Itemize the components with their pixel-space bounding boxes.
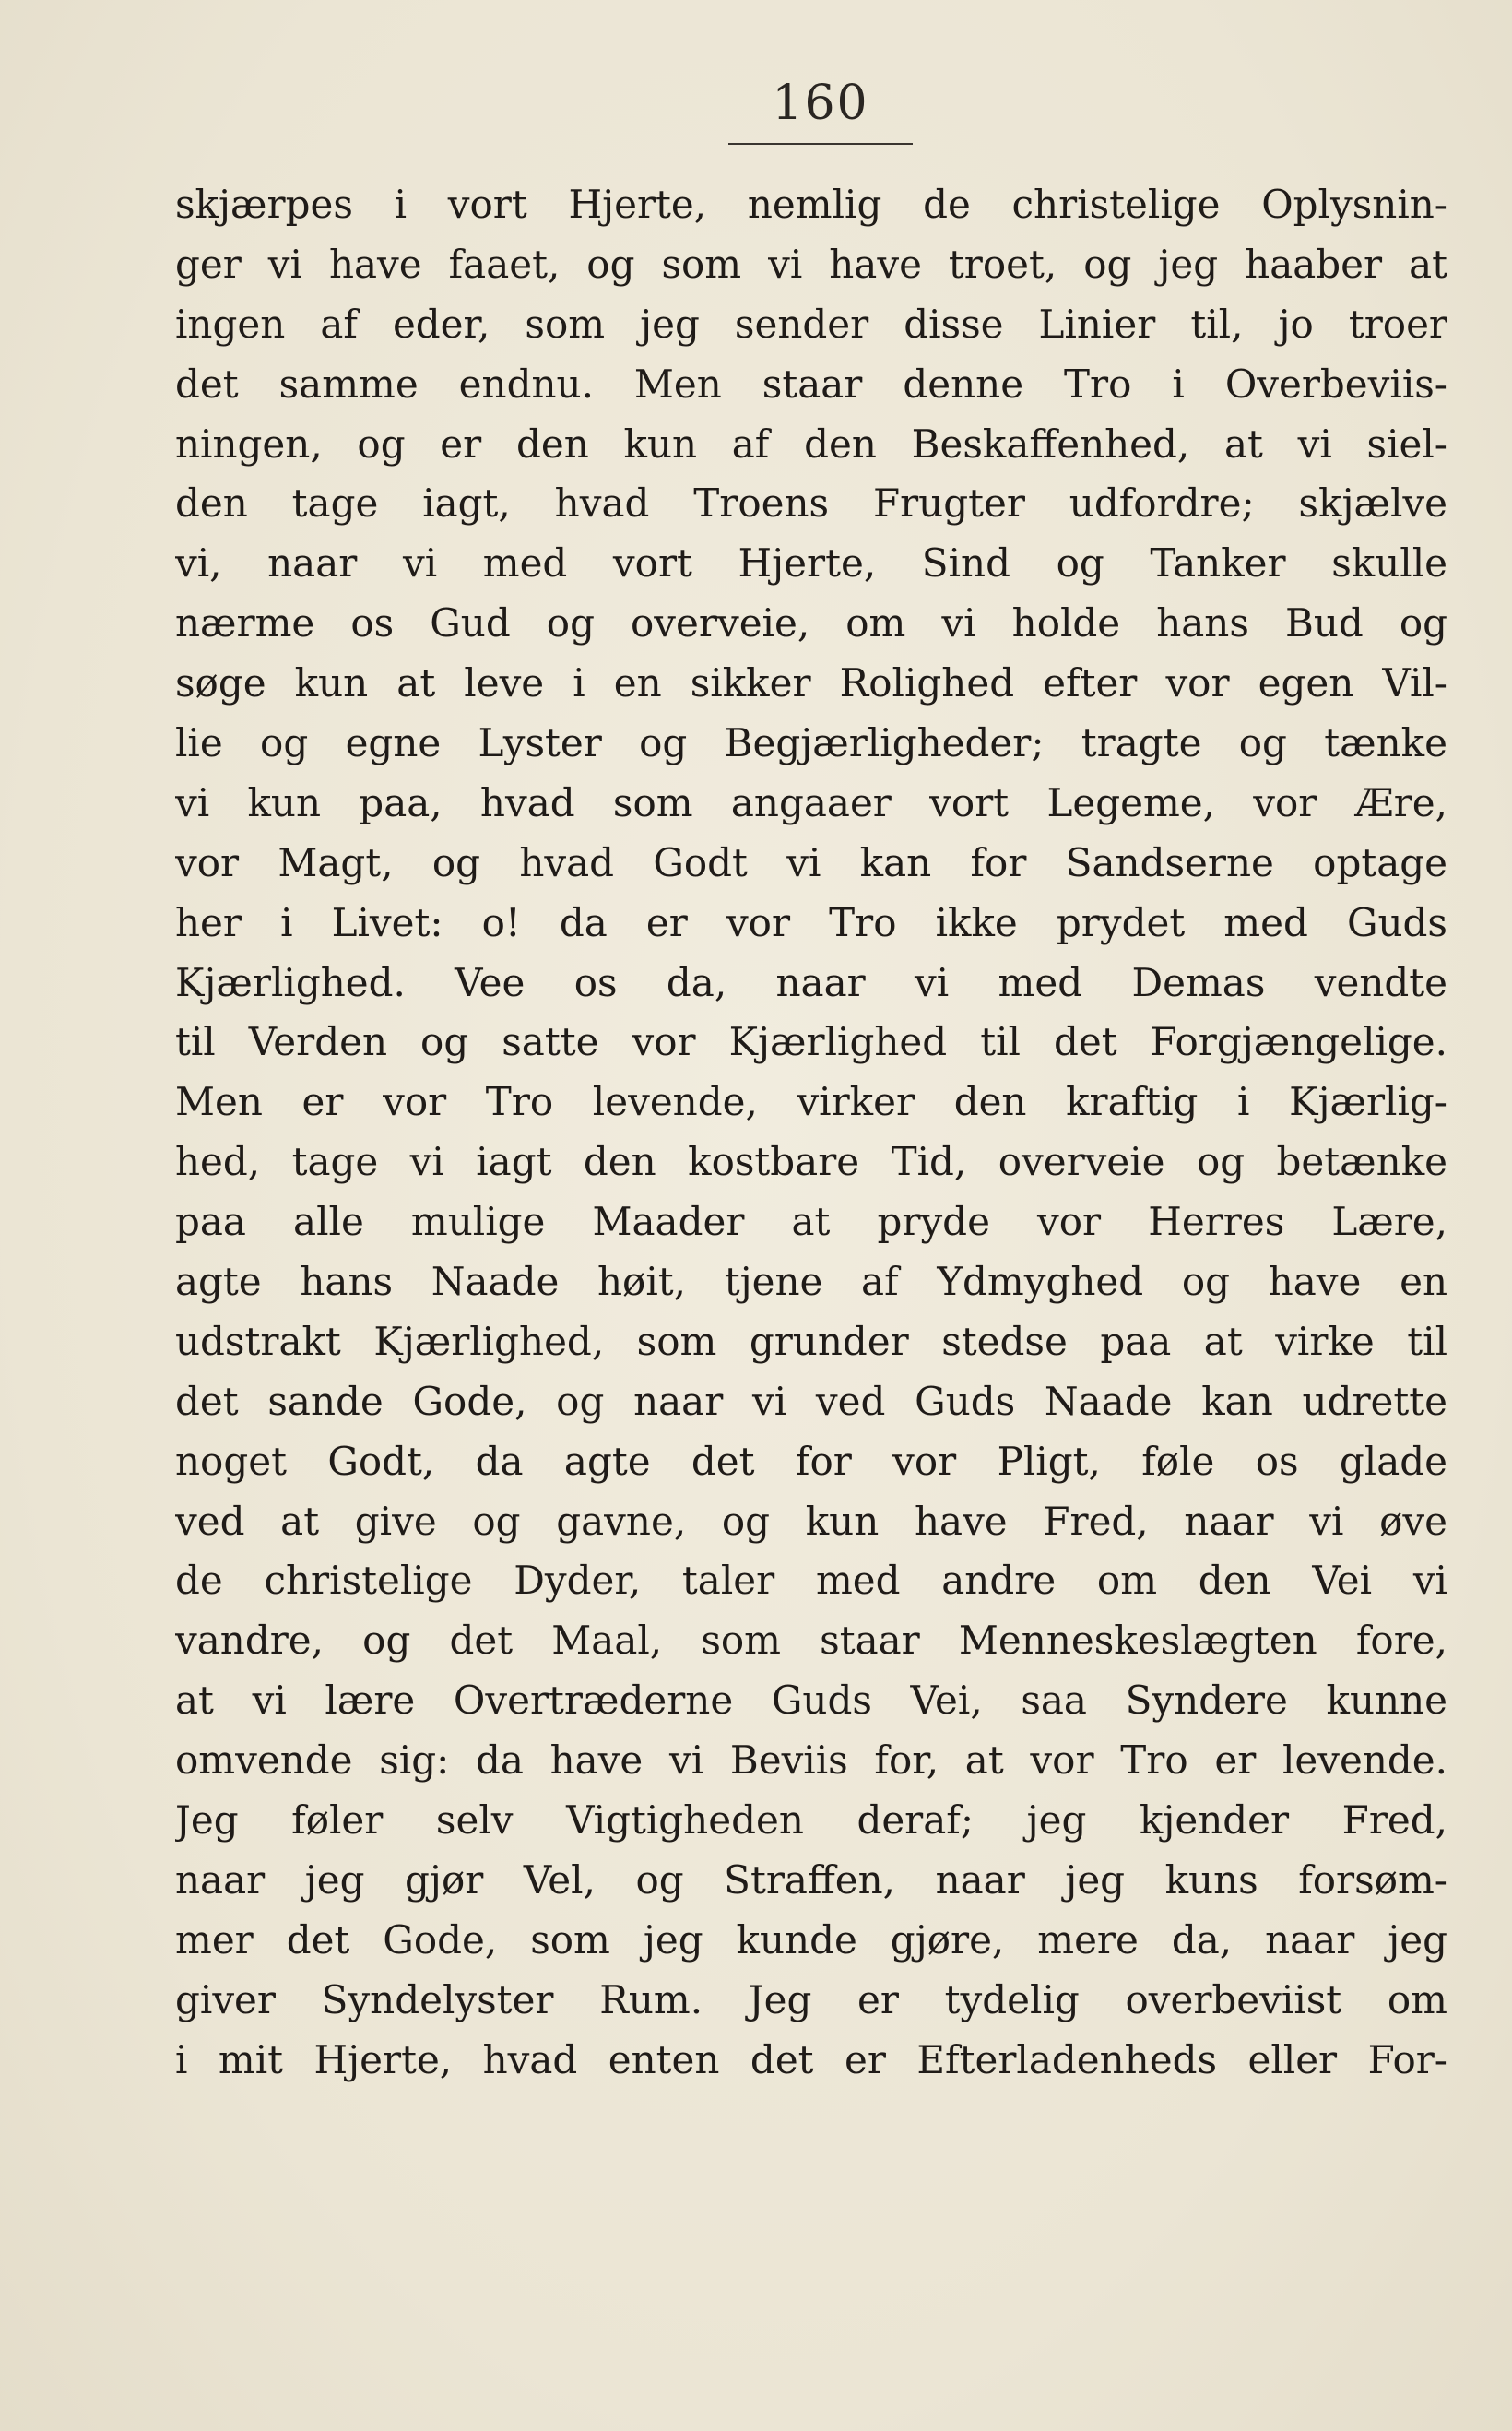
text-line: at vi lære Overtræderne Guds Vei, saa Syndere kunne: [175, 1678, 1447, 1724]
text-line: nærme os Gud og overveie, om vi holde hans Bud og: [175, 600, 1447, 646]
text-line: omvende sig: da have vi Beviis for, at vor Tro er levende.: [175, 1737, 1447, 1784]
text-line: i mit Hjerte, hvad enten det er Efterladenheds eller For-: [175, 2036, 1447, 2082]
text-line: Men er vor Tro levende, virker den kraftig i Kjærlig-: [175, 1079, 1447, 1125]
text-line: de christelige Dyder, taler med andre om den Vei vi: [175, 1558, 1447, 1604]
text-line: vor Magt, og hvad Godt vi kan for Sandserne optage: [175, 839, 1447, 885]
text-line: skjærpes i vort Hjerte, nemlig de christelige Oplysnin-: [175, 182, 1447, 227]
text-line: ger vi have faaet, og som vi have troet, og jeg haaber at: [175, 241, 1447, 287]
text-line: mer det Gode, som jeg kunde gjøre, mere da, naar jeg: [175, 1916, 1447, 1963]
text-line: udstrakt Kjærlighed, som grunder stedse paa at virke til: [175, 1318, 1447, 1364]
text-line: til Verden og satte vor Kjærlighed til det Forgjængelige.: [175, 1019, 1447, 1065]
text-line: hed, tage vi iagt den kostbare Tid, overveie og betænke: [175, 1139, 1447, 1185]
text-line: agte hans Naade høit, tjene af Ydmyghed og have en: [175, 1259, 1447, 1305]
text-line: vi kun paa, hvad som angaaer vort Legeme, vor Ære,: [175, 779, 1447, 825]
text-line: Kjærlighed. Vee os da, naar vi med Demas vendte: [175, 959, 1447, 1005]
text-line: ningen, og er den kun af den Beskaffenhed, at vi siel-: [175, 421, 1447, 467]
text-line: paa alle mulige Maader at pryde vor Herres Lære,: [175, 1199, 1447, 1245]
text-line: det samme endnu. Men staar denne Tro i Overbeviis-: [175, 361, 1447, 407]
text-line: vandre, og det Maal, som staar Menneskeslægten fore,: [175, 1618, 1447, 1664]
body-text: [175, 175, 1447, 2091]
text-line: her i Livet: o! da er vor Tro ikke prydet med Guds: [175, 899, 1447, 945]
text-line: noget Godt, da agte det for vor Pligt, føle os glade: [175, 1438, 1447, 1484]
text-line: naar jeg gjør Vel, og Straffen, naar jeg kuns forsøm-: [175, 1856, 1447, 1903]
text-line: lie og egne Lyster og Begjærligheder; tragte og tænke: [175, 720, 1447, 766]
text-line: den tage iagt, hvad Troens Frugter udfordre; skjælve: [175, 480, 1447, 527]
text-line: ingen af eder, som jeg sender disse Linier til, jo troer: [175, 301, 1447, 347]
text-line: giver Syndelyster Rum. Jeg er tydelig overbeviist om: [175, 1976, 1447, 2022]
page-number: 160: [772, 76, 869, 131]
text-line: Jeg føler selv Vigtigheden deraf; jeg kjender Fred,: [175, 1797, 1447, 1844]
text-line: det sande Gode, og naar vi ved Guds Naade kan udrette: [175, 1378, 1447, 1424]
text-line: vi, naar vi med vort Hjerte, Sind og Tanker skulle: [175, 540, 1447, 587]
text-line: ved at give og gavne, og kun have Fred, naar vi øve: [175, 1498, 1447, 1544]
text-line: søge kun at leve i en sikker Rolighed efter vor egen Vil-: [175, 660, 1447, 706]
header-rule: [728, 143, 913, 145]
